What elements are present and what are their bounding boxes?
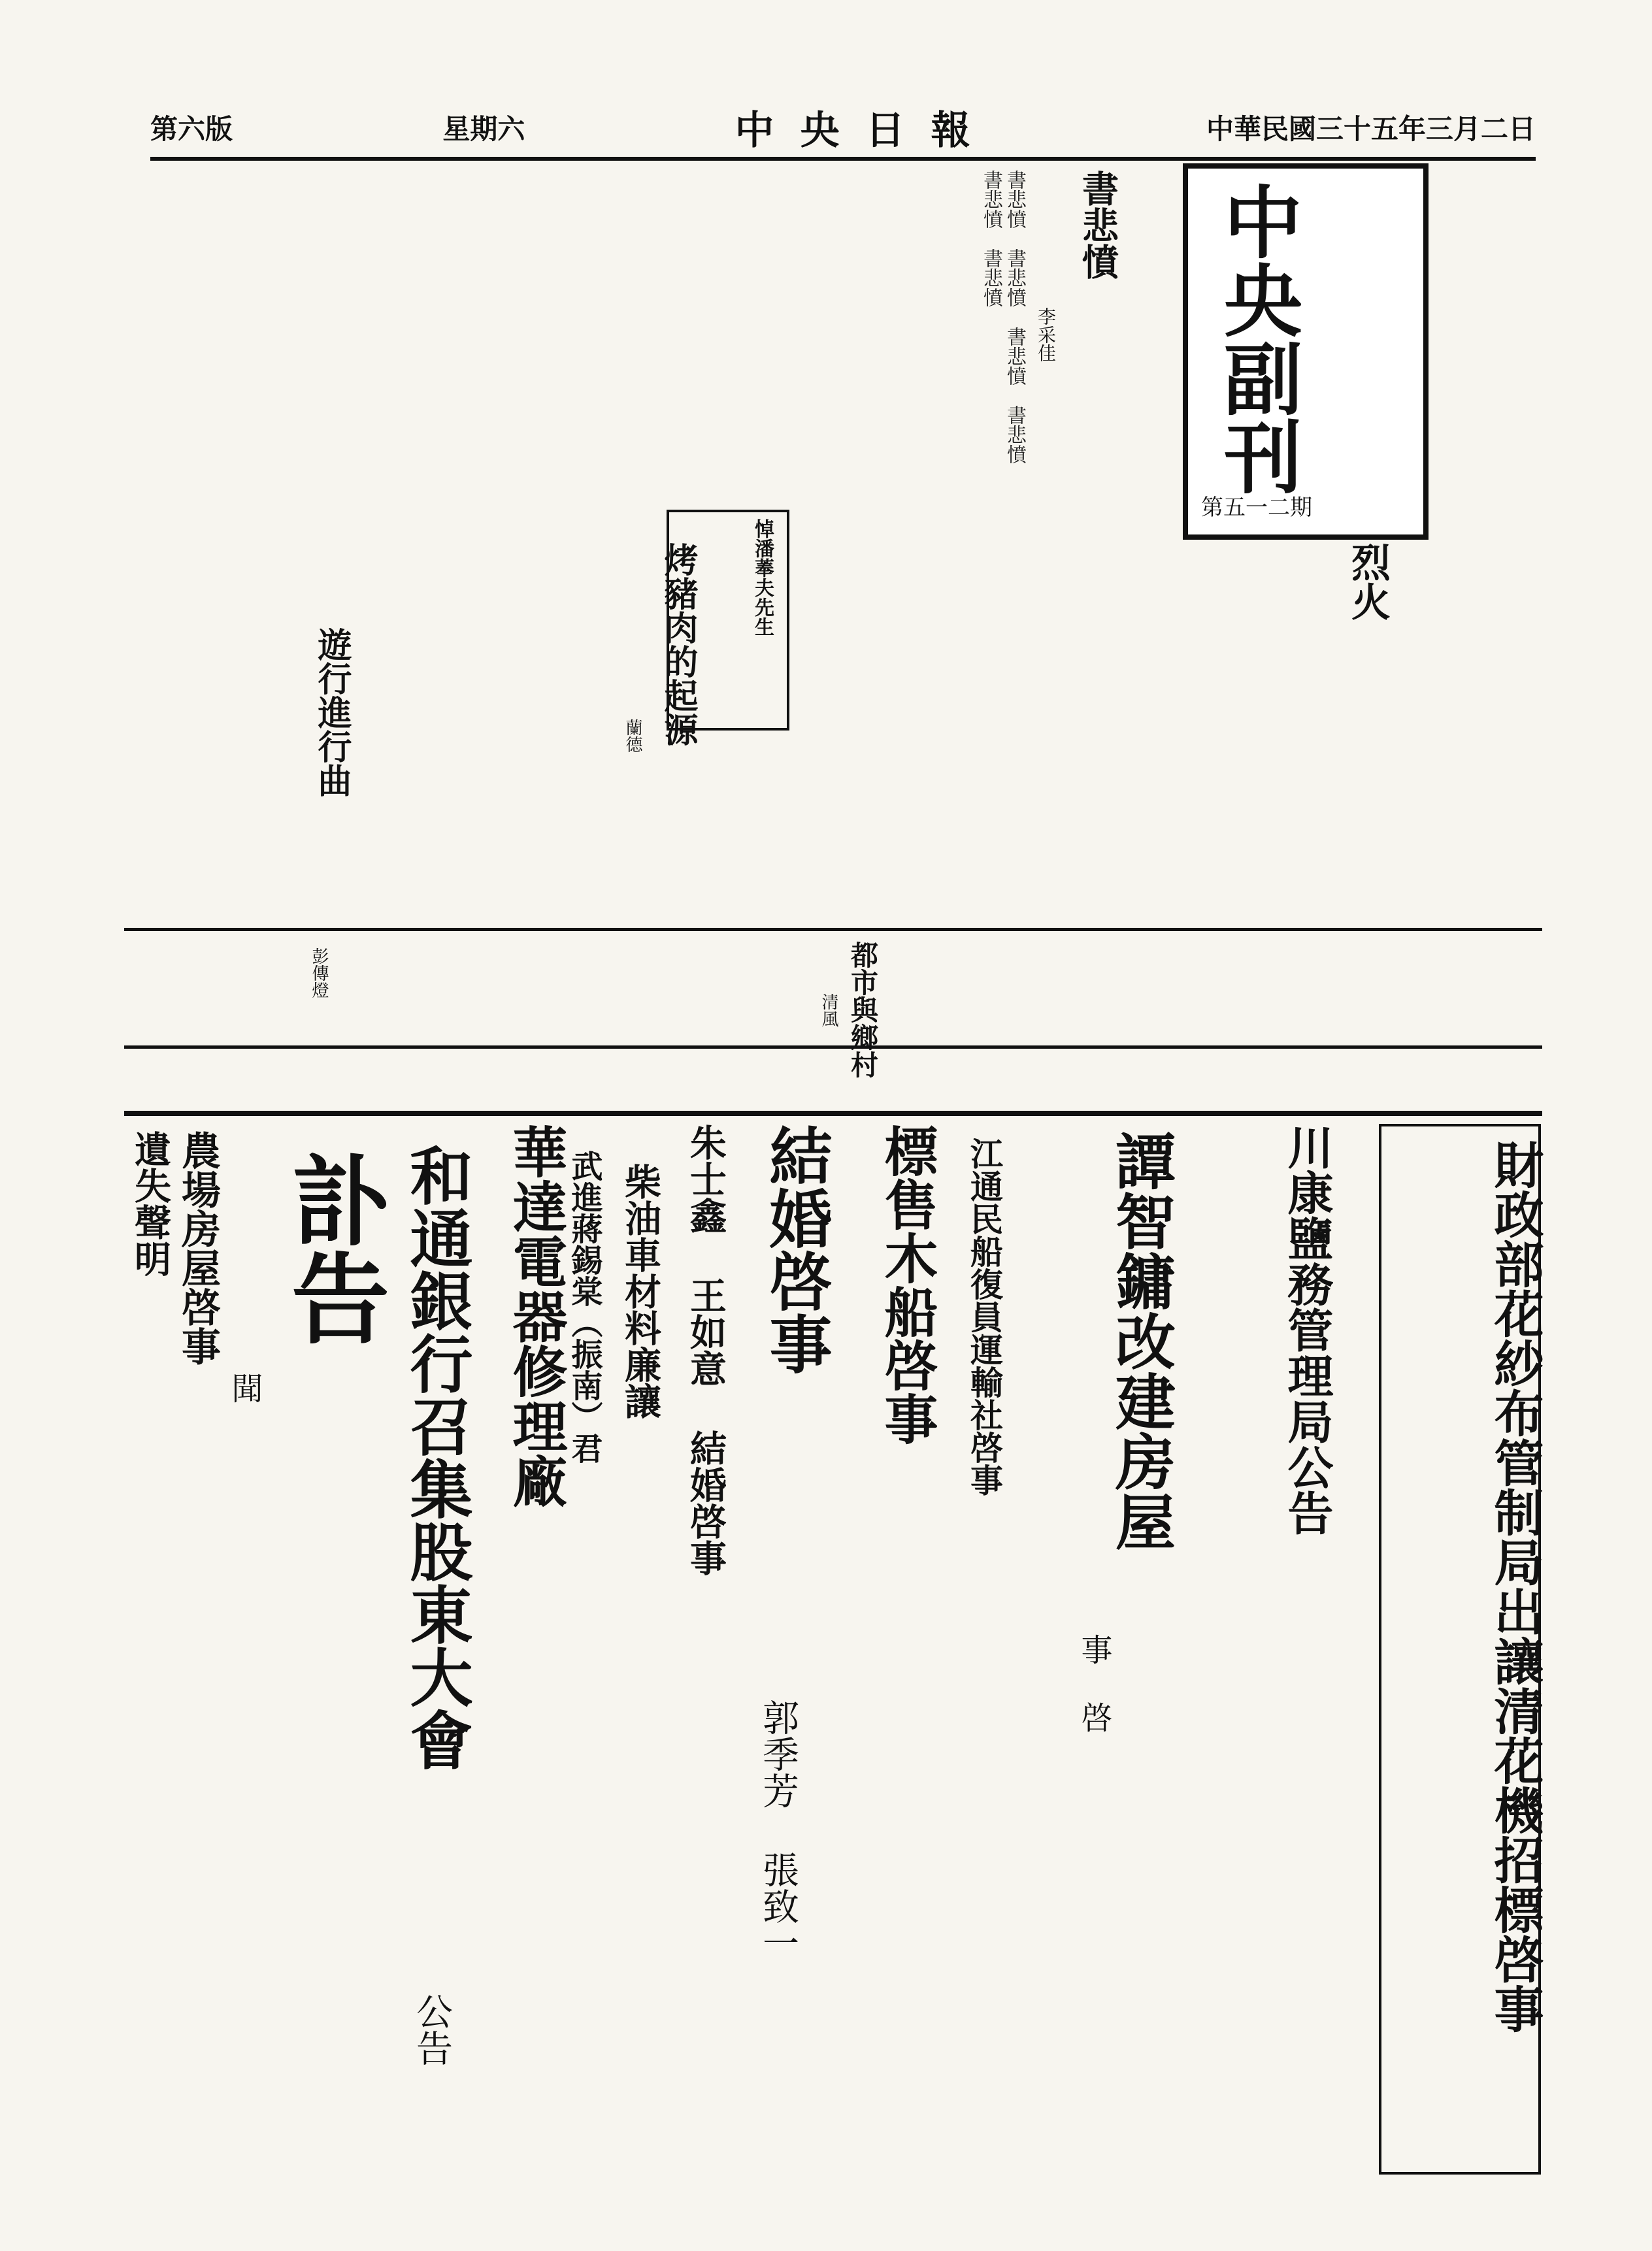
ad-tan-zhiyong: 譚智鏞改建房屋	[1106, 1130, 1176, 1551]
newspaper-name: 中央日報	[735, 108, 997, 154]
ad-diesel-parts: 柴油車材料廉讓	[619, 1163, 662, 1419]
supplement-masthead	[1183, 163, 1429, 540]
article-title-march: 遊行進行曲	[312, 627, 352, 797]
ad-notice-label: 事 啓	[1076, 1634, 1112, 1733]
article-body-upper: 書悲憤 書悲憤 書悲憤 書悲憤 書悲憤 書悲憤	[980, 170, 1026, 484]
memorial-box	[667, 510, 789, 731]
ads-divider	[124, 1111, 1542, 1116]
article-author: 彭傳燈	[309, 947, 329, 998]
weekday-label: 星期六	[442, 113, 525, 145]
ad-jiang-xitang: 武進蔣錫棠（振南）君	[566, 1150, 603, 1464]
page-header	[150, 98, 1536, 161]
memorial-title: 悼潘菶夫先生	[751, 519, 774, 636]
ad-finance-ministry	[1379, 1124, 1544, 2175]
article-author: 蘭德	[623, 719, 642, 753]
issue-date: 中華民國三十五年三月二日	[1206, 113, 1536, 145]
ad-headline: 財政部花紗布管制局出讓清花機招標啓事	[1486, 1140, 1544, 2033]
ad-lost-notice: 遺失聲明	[129, 1130, 172, 1277]
ad-wedding-zhu: 朱士鑫 王如意 結婚啓事	[684, 1124, 727, 1576]
article-title-roast-pork: 烤豬肉的起源	[658, 542, 698, 746]
ad-announce-label: 公告	[410, 1993, 453, 2066]
ad-obituary-note: 聞	[226, 1372, 263, 1404]
ad-farm-house: 農場房屋啓事	[175, 1130, 221, 1366]
masthead-number: 第五一二期	[1201, 495, 1312, 521]
article-author: 李采佳	[1035, 307, 1057, 362]
ad-hetong-bank: 和通銀行召集股東大會	[400, 1143, 474, 1771]
ad-obituary: 訃告	[274, 1150, 389, 1346]
section-divider	[124, 928, 1542, 931]
ad-wooden-boat: 標售木船啓事	[876, 1124, 938, 1445]
ad-wedding: 結婚啓事	[759, 1124, 833, 1375]
article-title-fire: 烈火	[1345, 542, 1391, 621]
edition-label: 第六版	[150, 113, 233, 145]
ad-salt-bureau: 川康鹽務管理局公告	[1280, 1124, 1334, 1536]
ad-huada-electric: 華達電器修理廠	[504, 1124, 569, 1508]
masthead-title: 中央副刊	[1211, 182, 1303, 495]
ad-wedding-names: 郭季芳 張致一	[757, 1699, 799, 1961]
section-divider	[124, 1045, 1542, 1049]
ad-jiangtong-boat: 江通民船復員運輸社啓事	[965, 1137, 1004, 1496]
article-author: 清風	[819, 993, 838, 1027]
article-title-city-village: 都市與鄉村	[847, 941, 879, 1078]
article-title-book-grief: 書悲憤	[1076, 170, 1119, 280]
